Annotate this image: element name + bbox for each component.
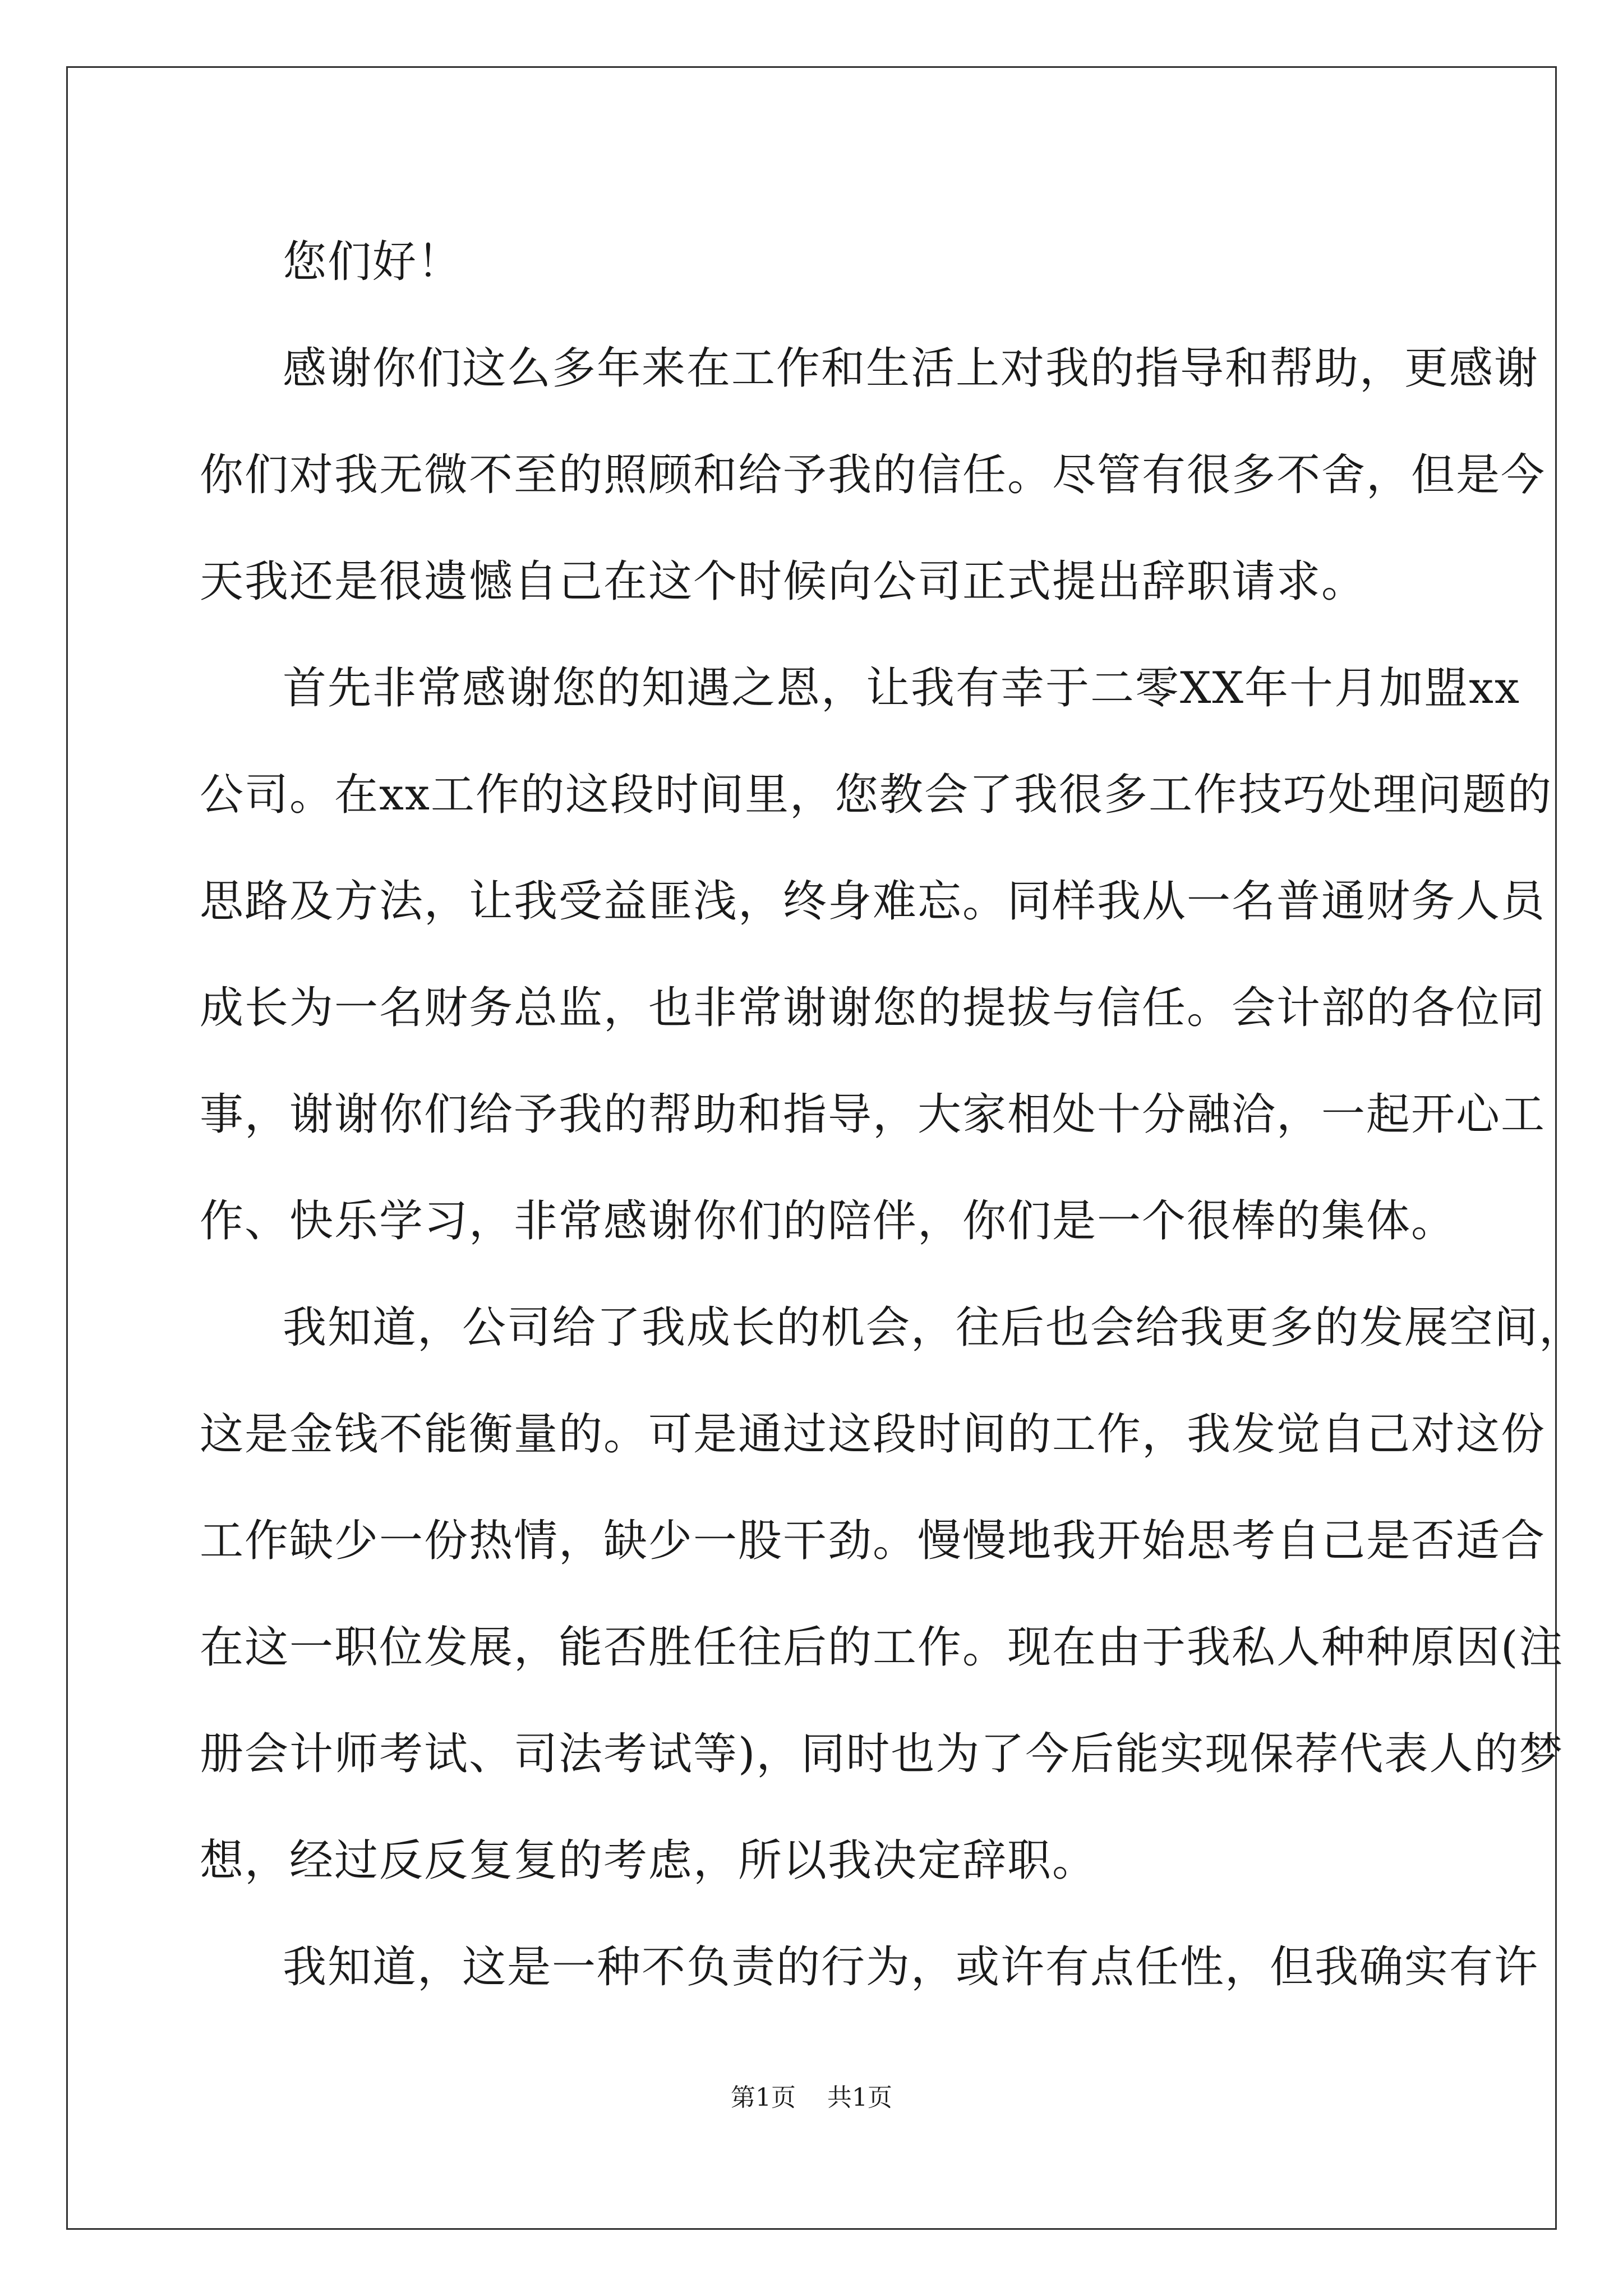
- page-footer: [0, 2081, 1623, 2115]
- text-line: 首先非常感谢您的知遇之恩，让我有幸于二零XX年十月加盟xx: [283, 663, 1521, 714]
- text-line: 我知道，这是一种不负责的行为，或许有点任性，但我确实有许: [283, 1942, 1539, 1993]
- text-line: 工作缺少一份热情，缺少一股干劲。慢慢地我开始思考自己是否适合: [200, 1516, 1546, 1566]
- text-line: 册会计师考试、司法考试等)，同时也为了今后能实现保荐代表人的梦: [200, 1729, 1564, 1779]
- text-line: 思路及方法，让我受益匪浅，终身难忘。同样我从一名普通财务人员: [200, 876, 1546, 927]
- text-line: 这是金钱不能衡量的。可是通过这段时间的工作，我发觉自己对这份: [200, 1409, 1546, 1460]
- page-total: 共1页: [827, 2083, 892, 2112]
- text-line: 作、快乐学习，非常感谢你们的陪伴，你们是一个很棒的集体。: [200, 1196, 1456, 1246]
- text-line: 在这一职位发展，能否胜任往后的工作。现在由于我私人种种原因(注: [200, 1622, 1564, 1673]
- text-line: 我知道，公司给了我成长的机会，往后也会给我更多的发展空间，: [283, 1303, 1584, 1353]
- text-line: 想，经过反反复复的考虑，所以我决定辞职。: [200, 1835, 1098, 1886]
- text-line: 感谢你们这么多年来在工作和生活上对我的指导和帮助，更感谢: [283, 343, 1539, 394]
- text-line: 您们好！: [283, 237, 463, 287]
- text-line: 你们对我无微不至的照顾和给予我的信任。尽管有很多不舍，但是今: [200, 450, 1546, 500]
- document-body: [200, 209, 1584, 2021]
- text-line: 公司。在xx工作的这段时间里，您教会了我很多工作技巧处理问题的: [200, 770, 1552, 820]
- text-line: 天我还是很遗憾自己在这个时候向公司正式提出辞职请求。: [200, 556, 1367, 607]
- text-line: 成长为一名财务总监，也非常谢谢您的提拔与信任。会计部的各位同: [200, 983, 1546, 1033]
- page-number: 第1页: [731, 2083, 796, 2112]
- text-line: 事，谢谢你们给予我的帮助和指导，大家相处十分融洽，一起开心工: [200, 1089, 1546, 1140]
